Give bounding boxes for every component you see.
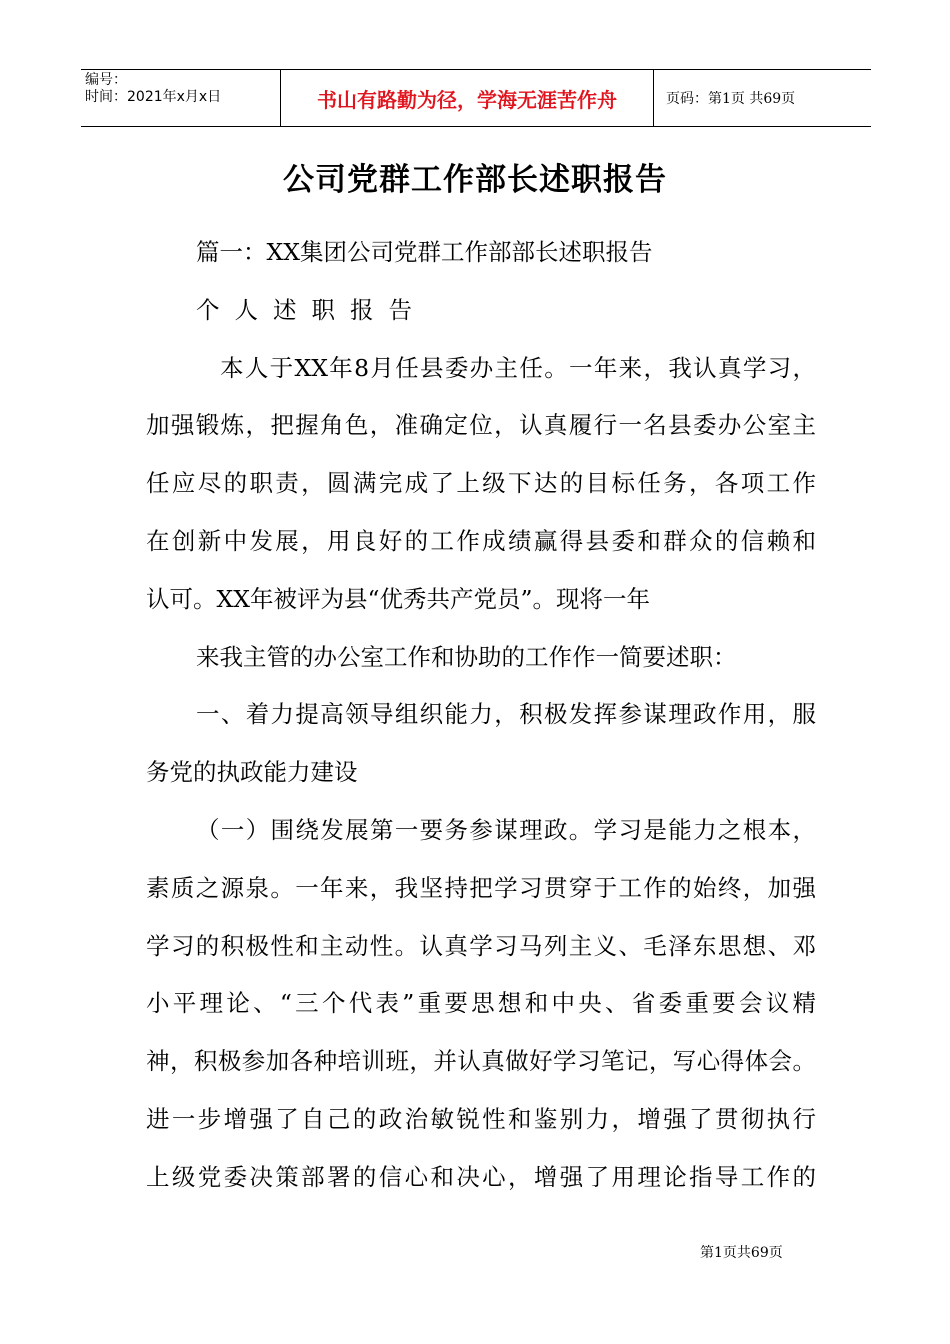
- paragraph-line: 一、着力提高领导组织能力，积极发挥参谋理政作用，服: [196, 700, 816, 729]
- paragraph-line: 素质之源泉。一年来，我坚持把学习贯穿于工作的始终，加强: [146, 873, 816, 902]
- page-footer: 第1页共69页: [700, 1245, 783, 1261]
- paragraph-line: 务党的执政能力建设: [146, 758, 358, 787]
- paragraph-line: 小平理论、“三个代表”重要思想和中央、省委重要会议精: [146, 989, 816, 1018]
- date-label: 时间：2021年x月x日: [85, 89, 222, 105]
- document-body: [146, 224, 816, 1207]
- paragraph-line: 学习的积极性和主动性。认真学习马列主义、毛泽东思想、邓: [146, 931, 816, 960]
- paragraph-line: （一）围绕发展第一要务参谋理政。学习是能力之根本，: [196, 815, 816, 844]
- paragraph-line: 任应尽的职责，圆满完成了上级下达的目标任务，各项工作: [146, 469, 816, 498]
- header-meta: [81, 70, 281, 126]
- paragraph-line: 神，积极参加各种培训班，并认真做好学习笔记，写心得体会。: [146, 1047, 816, 1076]
- header-motto: 书山有路勤为径，学海无涯苦作舟: [281, 70, 654, 126]
- document-header: [81, 69, 871, 127]
- paragraph-line: 加强锻炼，把握角色，准确定位，认真履行一名县委办公室主: [146, 411, 816, 440]
- report-subtitle: 个人述职报告: [196, 295, 427, 324]
- paragraph-line: 本人于XX年8月任县委办主任。一年来，我认真学习，: [220, 353, 816, 382]
- document-title: 公司党群工作部长述职报告: [283, 162, 667, 198]
- paragraph-line: 来我主管的办公室工作和协助的工作作一简要述职：: [196, 642, 737, 671]
- paragraph-line: 上级党委决策部署的信心和决心，增强了用理论指导工作的: [146, 1162, 816, 1191]
- paragraph-line: 认可。XX年被评为县“优秀共产党员”。现将一年: [146, 584, 650, 613]
- paragraph-line: 在创新中发展，用良好的工作成绩赢得县委和群众的信赖和: [146, 526, 816, 555]
- header-page-info: 页码：第1页 共69页: [666, 91, 796, 107]
- section-heading: 篇一：XX集团公司党群工作部部长述职报告: [196, 238, 653, 266]
- number-label: 编号：: [85, 72, 127, 88]
- paragraph-line: 进一步增强了自己的政治敏锐性和鉴别力，增强了贯彻执行: [146, 1104, 816, 1133]
